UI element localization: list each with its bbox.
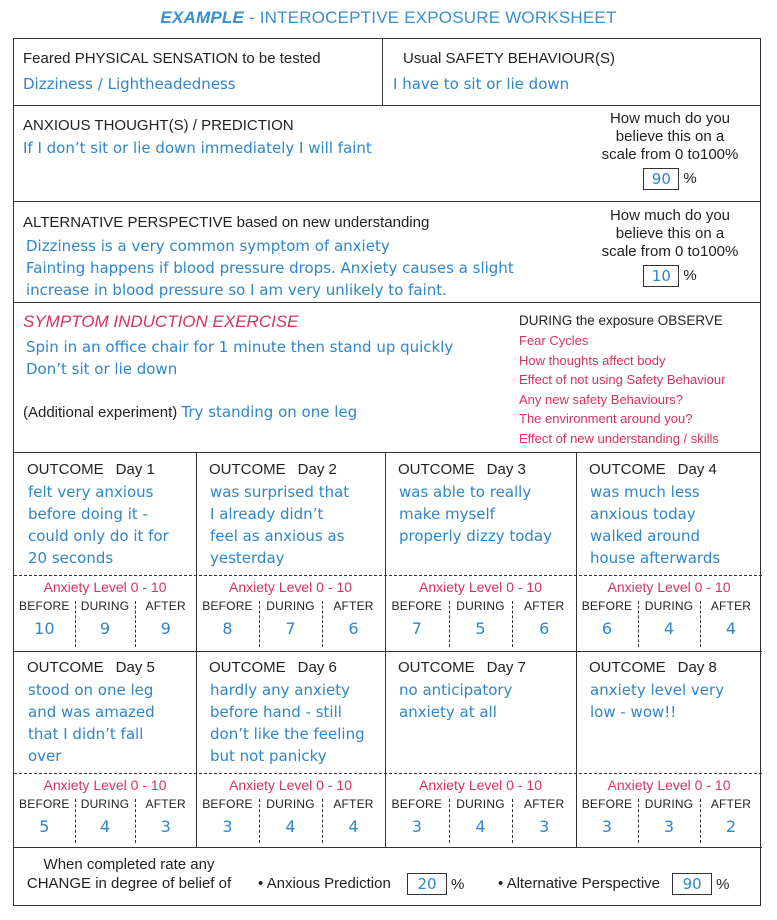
belief-line: scale from 0 to100% — [601, 146, 739, 163]
alternative-row — [14, 202, 760, 303]
before-value[interactable]: 3 — [222, 817, 233, 836]
anxiety-level-label: Anxiety Level 0 - 10 — [607, 579, 731, 595]
subcell-divider — [75, 601, 76, 647]
change-row — [14, 847, 760, 907]
grid-column-divider — [385, 651, 386, 847]
alternative-belief-box[interactable]: 10 — [643, 265, 679, 287]
title-prefix: EXAMPLE — [160, 8, 244, 27]
outcome-line: felt very anxious — [28, 483, 154, 501]
subcell-divider — [75, 799, 76, 843]
after-label: AFTER — [145, 797, 186, 811]
outcome-line: don’t like the feeling — [210, 725, 365, 743]
after-label: AFTER — [523, 599, 565, 613]
after-value[interactable]: 6 — [539, 619, 550, 638]
after-label: AFTER — [145, 599, 186, 613]
outcome-line: was surprised that — [210, 483, 350, 501]
subcell-divider — [638, 601, 639, 647]
during-label: DURING — [456, 599, 505, 613]
subcell-divider — [512, 601, 513, 647]
subcell-divider — [638, 799, 639, 843]
belief-line: scale from 0 to100% — [601, 243, 739, 260]
outcome-line: make myself — [399, 505, 495, 523]
anxious-label: ANXIOUS THOUGHT(S) / PREDICTION — [23, 117, 294, 134]
change-alternative — [498, 873, 730, 895]
anxiety-level-label: Anxiety Level 0 - 10 — [419, 579, 542, 595]
outcome-header — [589, 461, 717, 478]
outcome-label: OUTCOME — [398, 461, 475, 478]
before-value[interactable]: 8 — [222, 619, 233, 638]
grid-column-divider — [196, 651, 197, 847]
belief-line: believe this on a — [615, 225, 725, 242]
during-label: DURING — [266, 797, 315, 811]
during-value[interactable]: 7 — [285, 619, 296, 638]
during-label: DURING — [266, 599, 315, 613]
outcome-text[interactable] — [399, 481, 572, 547]
outcome-label: OUTCOME — [589, 659, 666, 676]
before-value[interactable]: 7 — [411, 619, 422, 638]
after-label: AFTER — [710, 599, 752, 613]
subcell-divider — [449, 799, 450, 843]
anxiety-level-label: Anxiety Level 0 - 10 — [229, 579, 352, 595]
alternative-belief-input-wrap — [579, 265, 761, 287]
outcome-line: over — [28, 747, 62, 765]
subcell-divider — [322, 601, 323, 647]
alternative-line: increase in blood pressure so I am very unlikely to faint. — [26, 281, 447, 299]
grid-column-divider — [196, 453, 197, 651]
day-label: Day 5 — [115, 659, 155, 676]
outcome-text[interactable] — [28, 481, 192, 569]
outcome-line: but not panicky — [210, 747, 327, 765]
outcome-text[interactable] — [399, 679, 572, 723]
change-label — [22, 855, 236, 893]
before-value[interactable]: 10 — [34, 619, 55, 638]
outcome-line: I already didn’t — [210, 505, 324, 523]
change-label-line: CHANGE in degree of belief of — [26, 875, 232, 892]
sensation-label: Feared PHYSICAL SENSATION to be tested — [23, 50, 321, 67]
belief-line: How much do you — [609, 207, 731, 224]
outcome-header — [589, 659, 717, 676]
induction-line: Spin in an office chair for 1 minute then stand up quickly — [26, 338, 454, 356]
grid-column-divider — [385, 453, 386, 651]
after-value[interactable]: 2 — [725, 817, 737, 836]
percent-sign: % — [716, 875, 730, 893]
induction-line: Don’t sit or lie down — [26, 360, 178, 378]
additional-label: (Additional experiment) — [23, 404, 178, 421]
outcome-line: was able to really — [399, 483, 532, 501]
grid-row-border — [14, 651, 762, 652]
outcome-text[interactable] — [590, 481, 758, 569]
day-label: Day 7 — [486, 659, 526, 676]
alternative-line: Dizziness is a very common symptom of anxiety — [26, 237, 390, 255]
before-label: BEFORE — [202, 599, 253, 613]
during-label: DURING — [456, 797, 505, 811]
anxiety-level-label: Anxiety Level 0 - 10 — [229, 777, 352, 793]
change-label-line: When completed rate any — [43, 856, 215, 873]
outcome-header — [209, 461, 337, 478]
subcell-divider — [700, 799, 701, 843]
anxious-belief-question — [579, 110, 761, 190]
subcell-divider — [135, 601, 136, 647]
outcome-text[interactable] — [210, 481, 381, 569]
day-label: Day 2 — [297, 461, 337, 478]
outcome-label: OUTCOME — [209, 461, 286, 478]
subcell-divider — [449, 601, 450, 647]
outcome-line: feel as anxious as — [210, 527, 345, 545]
outcome-line: anxiety level very — [590, 681, 725, 699]
anxiety-level-label: Anxiety Level 0 - 10 — [607, 777, 731, 793]
outcome-line: anxiety at all — [399, 703, 497, 721]
additional-value[interactable]: Try standing on one leg — [181, 403, 358, 421]
before-label: BEFORE — [19, 599, 70, 613]
change-anxious — [258, 873, 464, 895]
page-title — [0, 8, 777, 28]
observe-item: How thoughts affect body — [519, 352, 666, 368]
subcell-divider — [135, 799, 136, 843]
outcome-label: OUTCOME — [398, 659, 475, 676]
induction-text[interactable] — [26, 336, 453, 380]
change-alternative-label: • Alternative Perspective — [498, 874, 660, 892]
after-label: AFTER — [333, 599, 374, 613]
during-value[interactable]: 4 — [663, 619, 675, 638]
before-value[interactable]: 5 — [39, 817, 50, 836]
alternative-line: Fainting happens if blood pressure drops. Anxiety causes a slight — [26, 259, 514, 277]
during-value[interactable]: 3 — [663, 817, 675, 836]
after-value[interactable]: 4 — [725, 619, 737, 638]
before-value[interactable]: 3 — [411, 817, 422, 836]
outcome-text[interactable] — [590, 679, 758, 723]
anxiety-level-label: Anxiety Level 0 - 10 — [419, 777, 542, 793]
subcell-divider — [322, 799, 323, 843]
anxiety-level-label: Anxiety Level 0 - 10 — [43, 777, 167, 793]
day-label: Day 4 — [677, 461, 717, 478]
outcome-line: 20 seconds — [28, 549, 114, 567]
grid-column-divider — [576, 453, 577, 651]
outcome-line: yesterday — [210, 549, 285, 567]
before-label: BEFORE — [581, 797, 633, 811]
during-label: DURING — [80, 599, 130, 613]
observe-item: Any new safety Behaviours? — [519, 391, 684, 407]
anxious-belief-box[interactable]: 90 — [643, 168, 679, 190]
induction-row — [14, 303, 760, 453]
outcome-line: that I didn’t fall — [28, 725, 144, 743]
outcome-header — [209, 659, 337, 676]
percent-sign: % — [683, 170, 697, 187]
additional-experiment — [23, 403, 357, 421]
after-label: AFTER — [523, 797, 565, 811]
belief-line: believe this on a — [615, 128, 725, 145]
before-label: BEFORE — [391, 599, 443, 613]
worksheet — [13, 38, 761, 906]
observe-list — [519, 331, 725, 448]
outcome-label: OUTCOME — [589, 461, 666, 478]
anxiety-level-label: Anxiety Level 0 - 10 — [43, 579, 167, 595]
safety-value[interactable]: I have to sit or lie down — [393, 75, 570, 93]
outcome-line: could only do it for — [28, 527, 169, 545]
title-rest: - INTEROCEPTIVE EXPOSURE WORKSHEET — [244, 8, 617, 27]
after-label: AFTER — [333, 797, 374, 811]
sensation-value[interactable]: Dizziness / Lightheadedness — [23, 75, 236, 93]
outcome-header — [27, 659, 155, 676]
outcome-text[interactable] — [210, 679, 381, 767]
observe-item: Fear Cycles — [519, 333, 589, 348]
outcome-line: house afterwards — [590, 549, 721, 567]
before-label: BEFORE — [202, 797, 253, 811]
before-label: BEFORE — [581, 599, 633, 613]
before-label: BEFORE — [19, 797, 70, 811]
outcome-anxiety-divider — [14, 773, 762, 774]
sensation-row — [14, 39, 760, 106]
percent-sign: % — [683, 267, 697, 284]
percent-sign: % — [451, 875, 465, 893]
during-value[interactable]: 4 — [99, 817, 111, 836]
subcell-divider — [259, 601, 260, 647]
during-value[interactable]: 4 — [285, 817, 296, 836]
row1-divider — [382, 39, 383, 105]
belief-line: How much do you — [609, 110, 731, 127]
alternative-text[interactable] — [26, 235, 514, 301]
outcome-label: OUTCOME — [27, 461, 104, 478]
outcome-line: low - wow!! — [590, 703, 677, 721]
during-label: DURING — [80, 797, 130, 811]
grid-column-divider — [576, 651, 577, 847]
anxious-belief-input-wrap — [579, 168, 761, 190]
outcome-label: OUTCOME — [209, 659, 286, 676]
day-label: Day 3 — [486, 461, 526, 478]
after-label: AFTER — [710, 797, 752, 811]
outcome-header — [398, 461, 526, 478]
outcome-line: properly dizzy today — [399, 527, 552, 545]
observe-item: Effect of not using Safety Behaviour — [519, 372, 726, 387]
before-label: BEFORE — [391, 797, 443, 811]
induction-label: SYMPTOM INDUCTION EXERCISE — [23, 312, 299, 331]
outcome-line: before hand - still — [210, 703, 342, 721]
outcome-line: was much less — [590, 483, 700, 501]
after-value[interactable]: 6 — [348, 619, 359, 638]
outcome-text[interactable] — [28, 679, 192, 767]
outcome-line: stood on one leg — [28, 681, 154, 699]
before-value[interactable]: 6 — [601, 619, 613, 638]
alternative-belief-question — [579, 207, 761, 287]
outcome-line: before doing it - — [28, 505, 148, 523]
day-label: Day 8 — [677, 659, 717, 676]
change-anxious-box[interactable]: 20 — [407, 873, 447, 895]
day-label: Day 1 — [115, 461, 155, 478]
during-label: DURING — [644, 599, 694, 613]
during-value[interactable]: 9 — [99, 619, 111, 638]
alternative-label: ALTERNATIVE PERSPECTIVE based on new understanding — [23, 214, 430, 231]
observe-item: Effect of new understanding / skills — [519, 430, 719, 446]
anxious-thought-row — [14, 106, 760, 202]
after-value[interactable]: 3 — [160, 817, 171, 836]
subcell-divider — [512, 799, 513, 843]
outcome-line: hardly any anxiety — [210, 681, 351, 699]
outcome-header — [27, 461, 155, 478]
during-value[interactable]: 5 — [475, 619, 486, 638]
safety-label: Usual SAFETY BEHAVIOUR(S) — [403, 50, 615, 67]
observe-item: The environment around you? — [519, 411, 693, 426]
outcome-label: OUTCOME — [27, 659, 104, 676]
outcome-line: no anticipatory — [399, 681, 513, 699]
change-alternative-box[interactable]: 90 — [672, 873, 712, 895]
change-anxious-label: • Anxious Prediction — [258, 874, 391, 892]
after-value[interactable]: 4 — [348, 817, 359, 836]
subcell-divider — [259, 799, 260, 843]
subcell-divider — [700, 601, 701, 647]
outcome-header — [398, 659, 526, 676]
during-label: DURING — [644, 797, 694, 811]
after-value[interactable]: 9 — [160, 619, 171, 638]
outcome-anxiety-divider — [14, 575, 762, 576]
after-value[interactable]: 3 — [539, 817, 550, 836]
during-value[interactable]: 4 — [475, 817, 486, 836]
day-label: Day 6 — [297, 659, 337, 676]
outcome-line: anxious today — [590, 505, 696, 523]
before-value[interactable]: 3 — [601, 817, 613, 836]
outcome-line: walked around — [590, 527, 701, 545]
anxious-value[interactable]: If I don’t sit or lie down immediately I will faint — [23, 139, 372, 157]
outcome-line: and was amazed — [28, 703, 155, 721]
observe-title: DURING the exposure OBSERVE — [519, 313, 723, 328]
